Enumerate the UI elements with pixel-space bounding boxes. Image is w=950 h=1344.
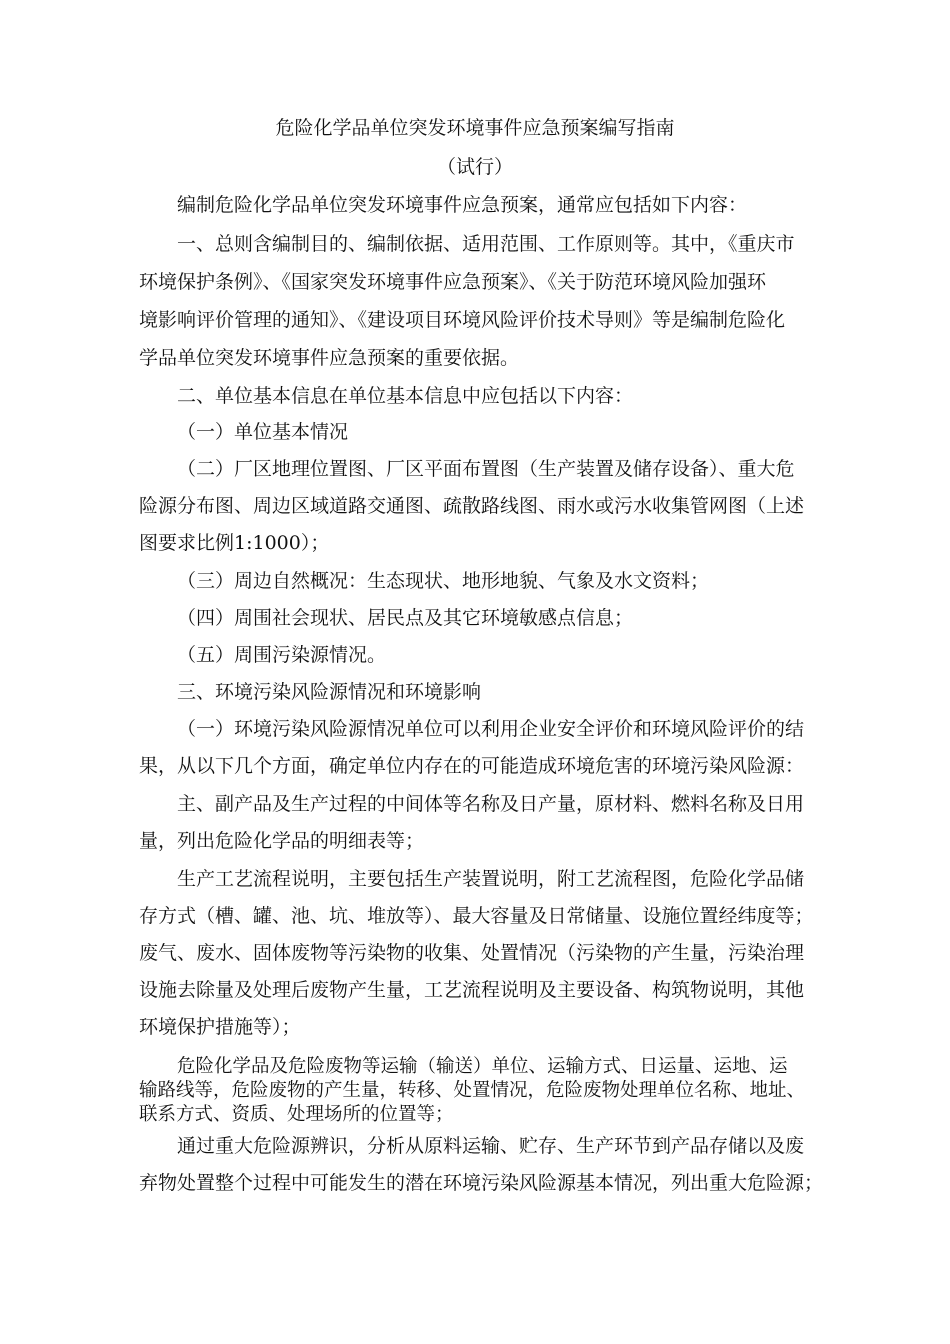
paragraph-line: 编制危险化学品单位突发环境事件应急预案，通常应包括如下内容： xyxy=(177,194,748,216)
paragraph-line: 二、单位基本信息在单位基本信息中应包括以下内容： xyxy=(177,385,634,407)
paragraph-line: 环境保护措施等）； xyxy=(139,1016,301,1038)
paragraph-line: 生产工艺流程说明，主要包括生产装置说明，附工艺流程图，危险化学品储 xyxy=(177,868,805,890)
paragraph-line: （四）周围社会现状、居民点及其它环境敏感点信息； xyxy=(177,607,634,629)
paragraph-line: （五）周围污染源情况。 xyxy=(177,644,387,666)
document-title: 危险化学品单位突发环境事件应急预案编写指南 xyxy=(275,117,675,139)
paragraph-line: 联系方式、资质、处理场所的位置等； xyxy=(139,1104,454,1125)
paragraph-line: 量，列出危险化学品的明细表等； xyxy=(139,830,425,852)
paragraph-line: （三）周边自然概况：生态现状、地形地貌、气象及水文资料； xyxy=(177,570,710,592)
paragraph-line: 境影响评价管理的通知》、《建设项目环境风险评价技术导则》等是编制危险化 xyxy=(139,309,786,331)
document-subtitle: （试行） xyxy=(436,156,513,178)
paragraph-line: （一）环境污染风险源情况单位可以利用企业安全评价和环境风险评价的结 xyxy=(177,718,805,740)
paragraph-line: 一、总则含编制目的、编制依据、适用范围、工作原则等。其中，《重庆市 xyxy=(177,233,795,255)
paragraph-line: （二）厂区地理位置图、厂区平面布置图（生产装置及储存设备）、重大危 xyxy=(177,458,795,480)
paragraph-line: 三、环境污染风险源情况和环境影响 xyxy=(177,681,482,703)
paragraph-line: 通过重大危险源辨识，分析从原料运输、贮存、生产环节到产品存储以及废 xyxy=(177,1135,805,1157)
paragraph-line: 学品单位突发环境事件应急预案的重要依据。 xyxy=(139,347,520,369)
paragraph-line: 图要求比例1:1000）； xyxy=(139,532,330,554)
paragraph-line: 输路线等，危险废物的产生量，转移、处置情况，危险废物处理单位名称、地址、 xyxy=(139,1080,806,1101)
paragraph-line: 废气、废水、固体废物等污染物的收集、处置情况（污染物的产生量，污染治理 xyxy=(139,942,805,964)
paragraph-line: 主、副产品及生产过程的中间体等名称及日产量，原材料、燃料名称及日用 xyxy=(177,793,805,815)
paragraph-line: 弃物处置整个过程中可能发生的潜在环境污染风险源基本情况，列出重大危险源； xyxy=(139,1172,824,1194)
paragraph-line: 存方式（槽、罐、池、坑、堆放等）、最大容量及日常储量、设施位置经纬度等； xyxy=(139,905,814,927)
paragraph-line: 设施去除量及处理后废物产生量，工艺流程说明及主要设备、构筑物说明，其他 xyxy=(139,979,805,1001)
paragraph-line: （一）单位基本情况 xyxy=(177,421,349,443)
paragraph-line: 险源分布图、周边区域道路交通图、疏散路线图、雨水或污水收集管网图（上述 xyxy=(139,495,805,517)
paragraph-line: 果，从以下几个方面，确定单位内存在的可能造成环境危害的环境污染风险源： xyxy=(139,755,805,777)
paragraph-line: 环境保护条例》、《国家突发环境事件应急预案》、《关于防范环境风险加强环 xyxy=(139,271,767,293)
paragraph-line: 危险化学品及危险废物等运输（输送）单位、运输方式、日运量、运地、运 xyxy=(177,1056,788,1077)
